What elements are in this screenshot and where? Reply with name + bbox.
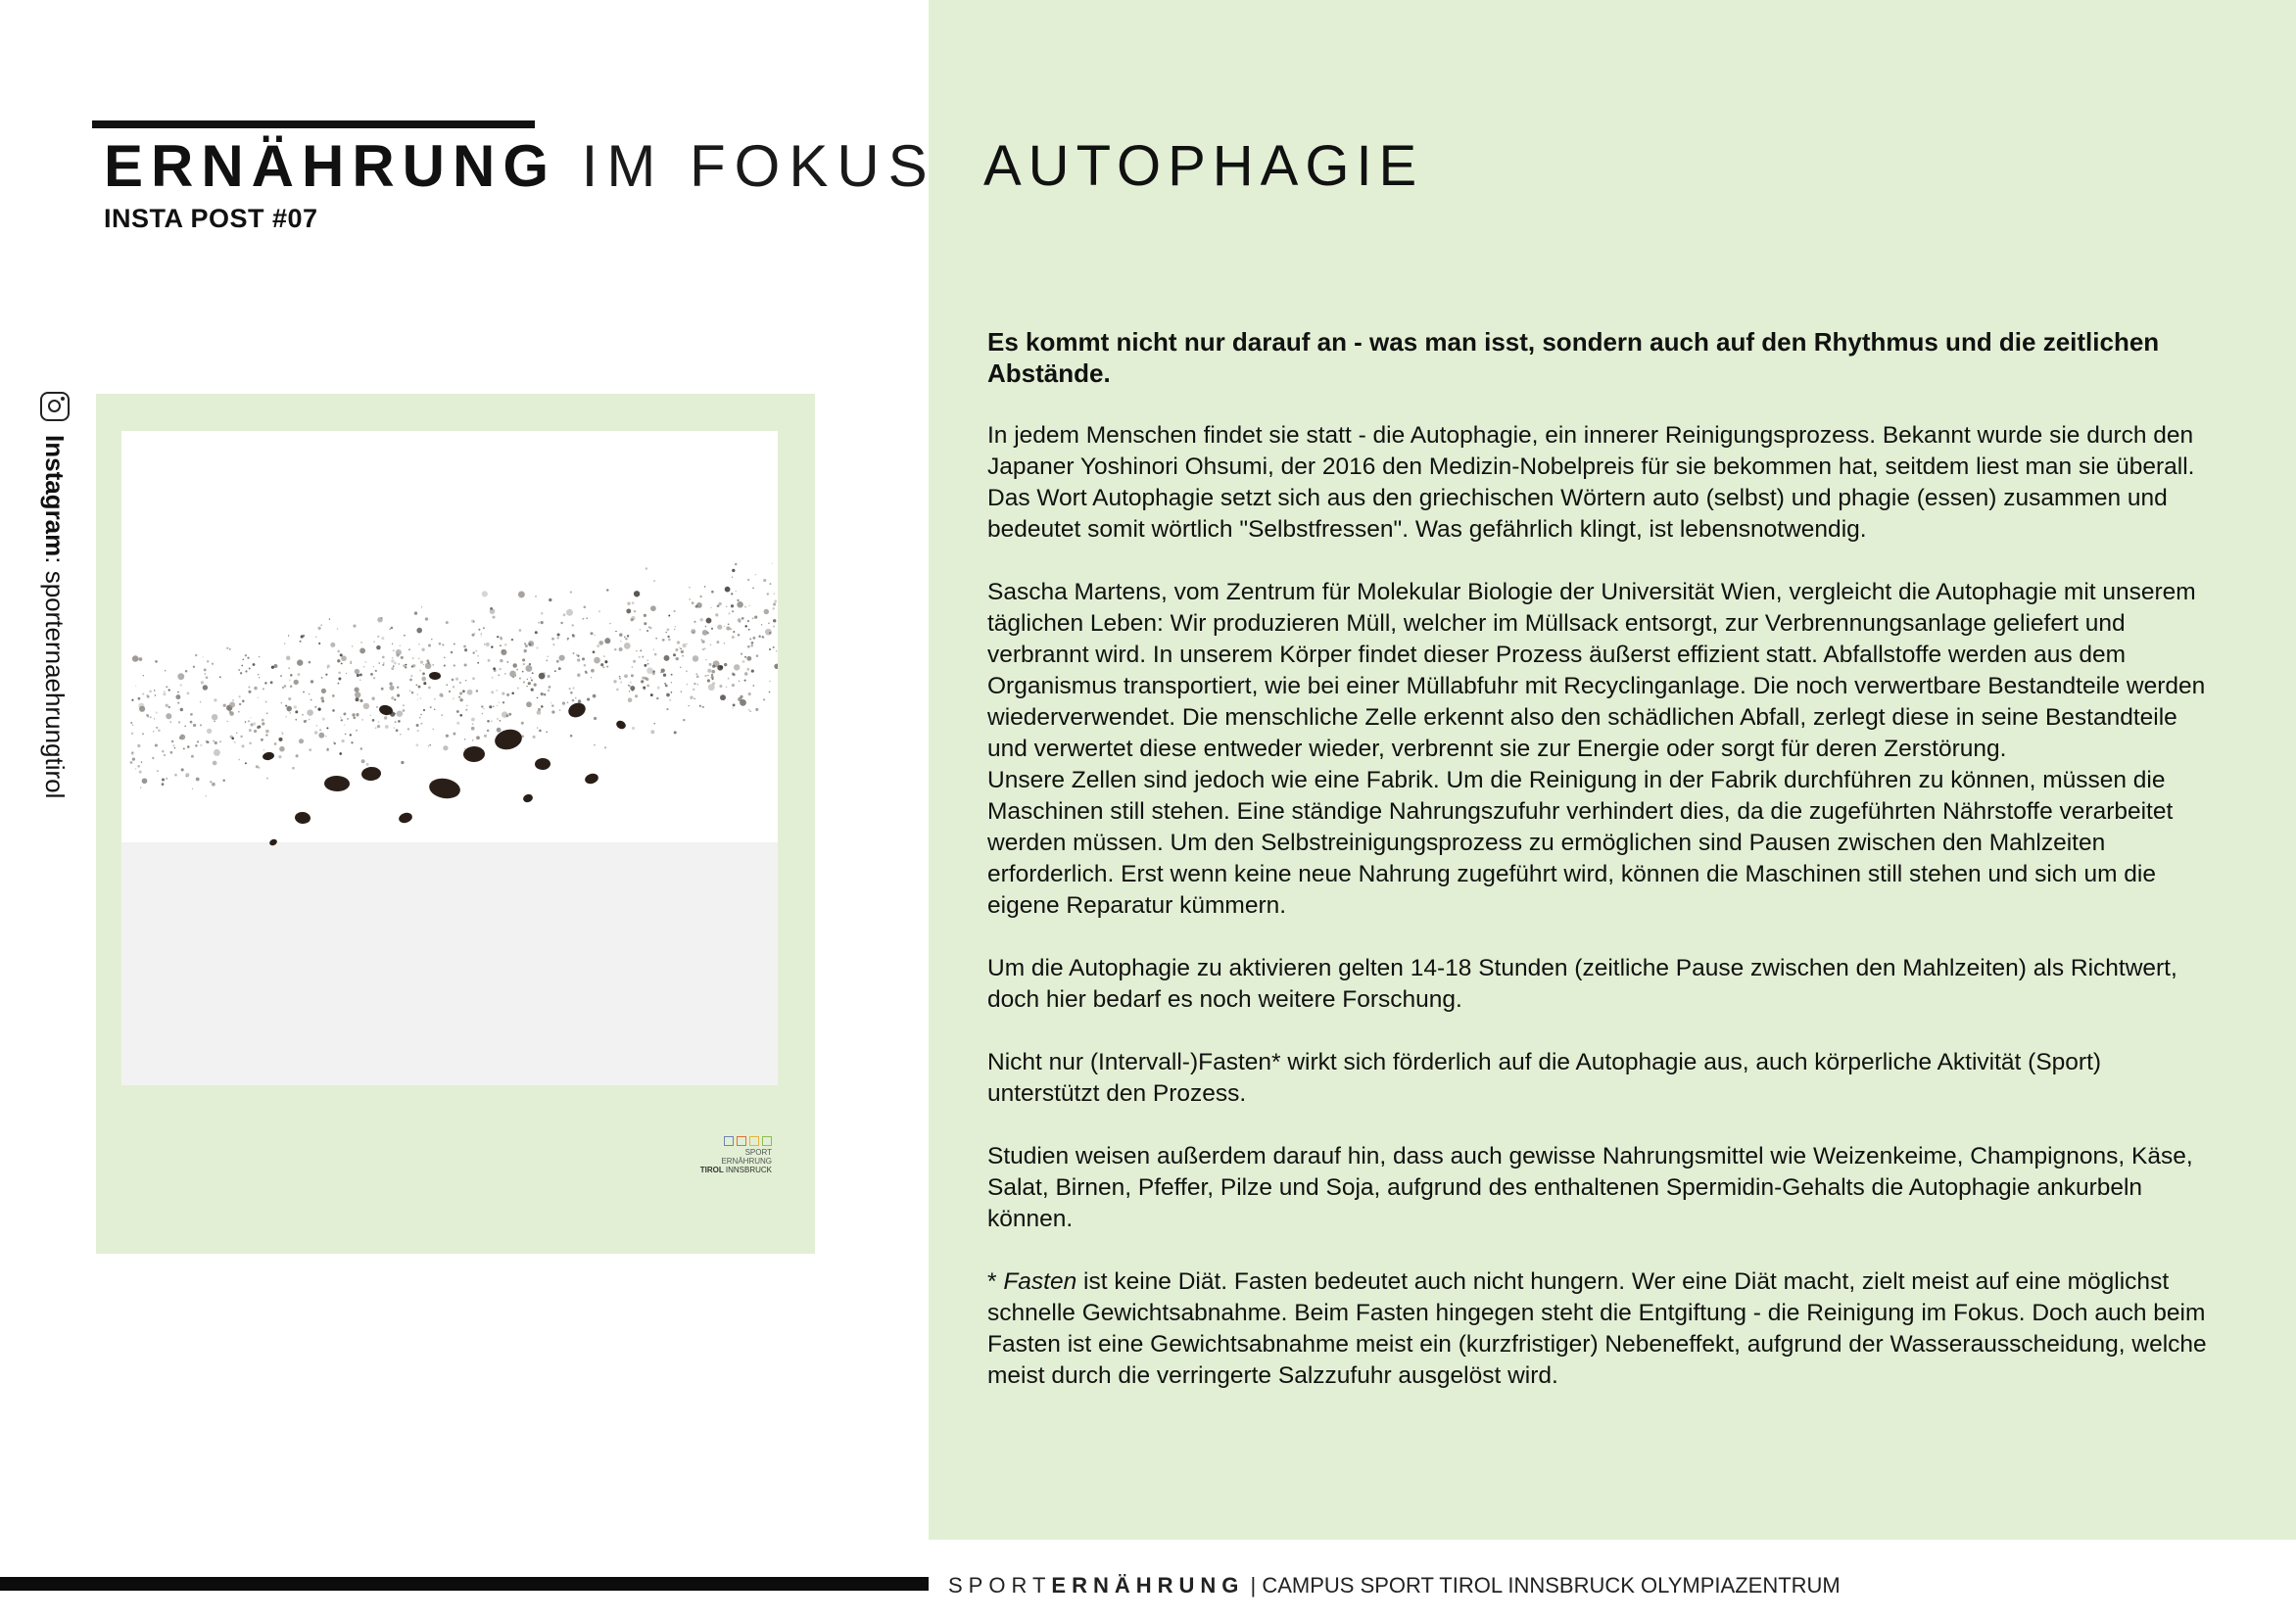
footnote-rest: ist keine Diät. Fasten bedeutet auch nicht hungern. Wer eine Diät macht, zielt meist auf eine möglichst schnelle Gewichtsabnahme. Beim Fasten hingegen steht die Entgiftung - die Reinigung im Fokus. Doch auch beim Fasten ist eine Gewichtsabnahme meist ein (kurzfristiger) Nebeneffekt, aufgrund der Wasserausscheidung, welche meist durch die verringerte Salzzufuhr ausgelöst wird. bbox=[987, 1268, 2207, 1389]
brand-title bbox=[104, 127, 936, 206]
brand-title-bold: ERNÄHRUNG bbox=[104, 133, 556, 199]
instagram-text bbox=[40, 435, 71, 798]
footer-ernaehrung: ERNÄHRUNG bbox=[1051, 1573, 1245, 1598]
logo-square-4 bbox=[762, 1136, 772, 1146]
footer-text bbox=[948, 1571, 1841, 1600]
logo-square-3 bbox=[749, 1136, 759, 1146]
post-label: INSTA POST #07 bbox=[104, 204, 318, 233]
scattered-particles-image bbox=[121, 431, 778, 1085]
brand-title-light: IM FOKUS bbox=[581, 133, 936, 199]
instagram-icon bbox=[40, 392, 70, 421]
article-paragraph-1: In jedem Menschen findet sie statt - die Autophagie, ein innerer Reinigungsprozess. Bekannt wurde sie durch den Japaner Yoshinori Ohsumi, der 2016 den Medizin-Nobelpreis für sie bekommen hat, seitdem liest man sie überall. Das Wort Autophagie setzt sich aus den griechischen Wörtern auto (selbst) und phagie (essen) zusammen und bedeutet somit wörtlich "Selbstfressen". Was gefährlich klingt, ist lebensnotwendig. bbox=[987, 422, 2195, 543]
logo-squares bbox=[684, 1136, 772, 1146]
footer-rule bbox=[0, 1577, 929, 1591]
logo-line3b: INNSBRUCK bbox=[725, 1166, 772, 1174]
article-body bbox=[987, 326, 2212, 1423]
instagram-handle-text: : sporternaehrungtirol bbox=[40, 556, 71, 799]
article-paragraph-6: Studien weisen außerdem darauf hin, dass auch gewisse Nahrungsmittel wie Weizenkeime, Champignons, Käse, Salat, Birnen, Pfeffer, Pilze und Soja, aufgrund des enthaltenen Spermidin-Gehalts die Autophagie ankurbeln können. bbox=[987, 1143, 2193, 1232]
article-title: AUTOPHAGIE bbox=[983, 134, 1424, 198]
instagram-label: Instagram bbox=[40, 435, 71, 557]
article-footnote bbox=[987, 1266, 2212, 1392]
footer-campus: | CAMPUS SPORT TIROL INNSBRUCK OLYMPIAZENTRUM bbox=[1244, 1573, 1841, 1598]
footnote-star: * bbox=[987, 1268, 1004, 1295]
logo-line3a: TIROL bbox=[699, 1166, 724, 1174]
post-photo bbox=[121, 431, 778, 1085]
logo-line1: SPORT bbox=[744, 1148, 772, 1157]
logo-line3 bbox=[684, 1166, 772, 1174]
logo-line2: ERNÄHRUNG bbox=[721, 1157, 772, 1166]
insta-post-card bbox=[96, 394, 815, 1254]
article-paragraph-2: Sascha Martens, vom Zentrum für Molekular Biologie der Universität Wien, vergleicht die Autophagie mit unserem täglichen Leben: Wir produzieren Müll, welcher im Müllsack entsorgt, zur Verbrennungsanlage geliefert und verbrannt wird. In unserem Körper findet dieser Prozess äußerst effizient statt. Abfallstoffe werden aus dem Organismus transportiert, wie bei einer Müllabfuhr mit Recyclinganlage. Die noch verwertbare Bestandteile werden wiederverwendet. Die menschliche Zelle erkennt also den schädlichen Abfall, zerlegt diese in seine Bestandteile und verwertet diese entweder wieder, verbrennt sie zur Energie oder sorgt für deren Zerstörung. bbox=[987, 579, 2206, 762]
instagram-handle[interactable] bbox=[35, 392, 74, 833]
footer-sport: SPORT bbox=[948, 1573, 1052, 1598]
logo-square-1 bbox=[724, 1136, 734, 1146]
sport-ernaehrung-logo bbox=[684, 1136, 772, 1195]
footnote-word: Fasten bbox=[1003, 1268, 1077, 1295]
article-paragraph-4: Um die Autophagie zu aktivieren gelten 14-18 Stunden (zeitliche Pause zwischen den Mahlzeiten) als Richtwert, doch hier bedarf es noch weitere Forschung. bbox=[987, 955, 2177, 1013]
article-paragraph-5: Nicht nur (Intervall-)Fasten* wirkt sich förderlich auf die Autophagie aus, auch körperliche Aktivität (Sport) unterstützt den Prozess. bbox=[987, 1049, 2102, 1107]
logo-square-2 bbox=[737, 1136, 746, 1146]
article-paragraph-3: Unsere Zellen sind jedoch wie eine Fabrik. Um die Reinigung in der Fabrik durchführen zu können, müssen die Maschinen still stehen. Eine ständige Nahrungszufuhr verhindert dies, da die zugeführten Nährstoffe verarbeitet werden müssen. Um den Selbstreinigungsprozess zu ermöglichen sind Pausen zwischen den Mahlzeiten erforderlich. Erst wenn keine neue Nahrung zugeführt wird, können die Maschinen still stehen und sich um die eigene Reparatur kümmern. bbox=[987, 767, 2174, 919]
article-lead: Es kommt nicht nur darauf an - was man isst, sondern auch auf den Rhythmus und die zeitlichen Abstände. bbox=[987, 327, 2160, 388]
